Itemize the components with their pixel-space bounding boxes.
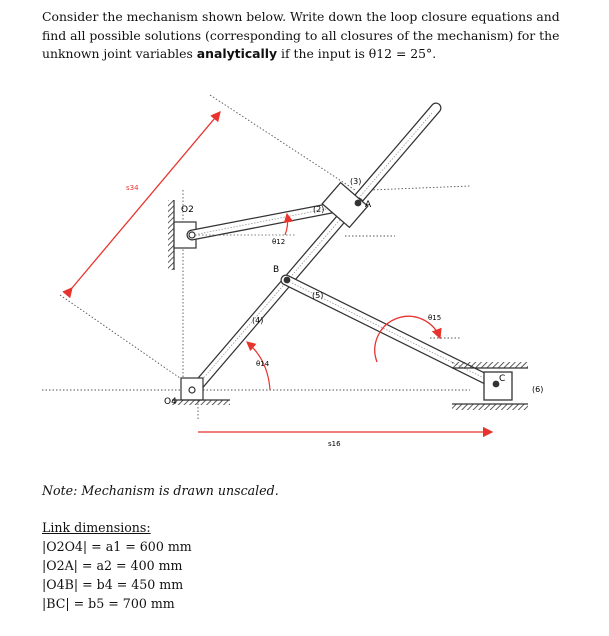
o2-pin bbox=[189, 232, 195, 238]
o4-label: O4 bbox=[164, 397, 177, 407]
a-pin bbox=[355, 200, 362, 207]
link6-label: (6) bbox=[532, 385, 544, 394]
link-dimension-item: |O2A| = a2 = 400 mm bbox=[42, 558, 183, 573]
b-label: B bbox=[273, 265, 280, 275]
link-dimension-item: |O2O4| = a1 = 600 mm bbox=[42, 539, 192, 554]
o4-pin bbox=[189, 387, 195, 393]
link-dimension-item: |BC| = b5 = 700 mm bbox=[42, 596, 175, 611]
link-dimensions-header: Link dimensions: bbox=[42, 520, 151, 535]
link3-bar bbox=[190, 108, 436, 395]
link-dimensions bbox=[42, 518, 192, 613]
diagram-note: Note: Mechanism is drawn unscaled. bbox=[42, 483, 279, 498]
link4-label: (4) bbox=[252, 316, 264, 325]
b-pin bbox=[284, 277, 291, 284]
theta15-label: θ15 bbox=[428, 314, 442, 322]
theta12-label: θ12 bbox=[272, 238, 286, 246]
link2-label: (2) bbox=[313, 205, 325, 214]
s16-label: s16 bbox=[328, 440, 341, 448]
o4-ground bbox=[172, 378, 230, 405]
s34-arrow bbox=[72, 112, 220, 288]
link-dimension-item: |O4B| = b4 = 450 mm bbox=[42, 577, 184, 592]
o2-label: O2 bbox=[181, 205, 194, 215]
a-label: A bbox=[365, 200, 372, 210]
problem-emphasis: analytically bbox=[196, 46, 278, 61]
problem-tail: if the input is θ12 = 25°. bbox=[277, 46, 437, 61]
link5-label: (5) bbox=[312, 291, 324, 300]
link3-label: (3) bbox=[350, 177, 362, 186]
problem-intro: Consider the mechanism shown below. Write down the loop closure equations and find all possible solutions (corresponding to all closures of the mechanism) for the unknown joint variables bbox=[42, 9, 560, 61]
s34-label: s34 bbox=[126, 184, 139, 192]
c-label: C bbox=[499, 374, 506, 384]
theta14-label: θ14 bbox=[256, 360, 270, 368]
